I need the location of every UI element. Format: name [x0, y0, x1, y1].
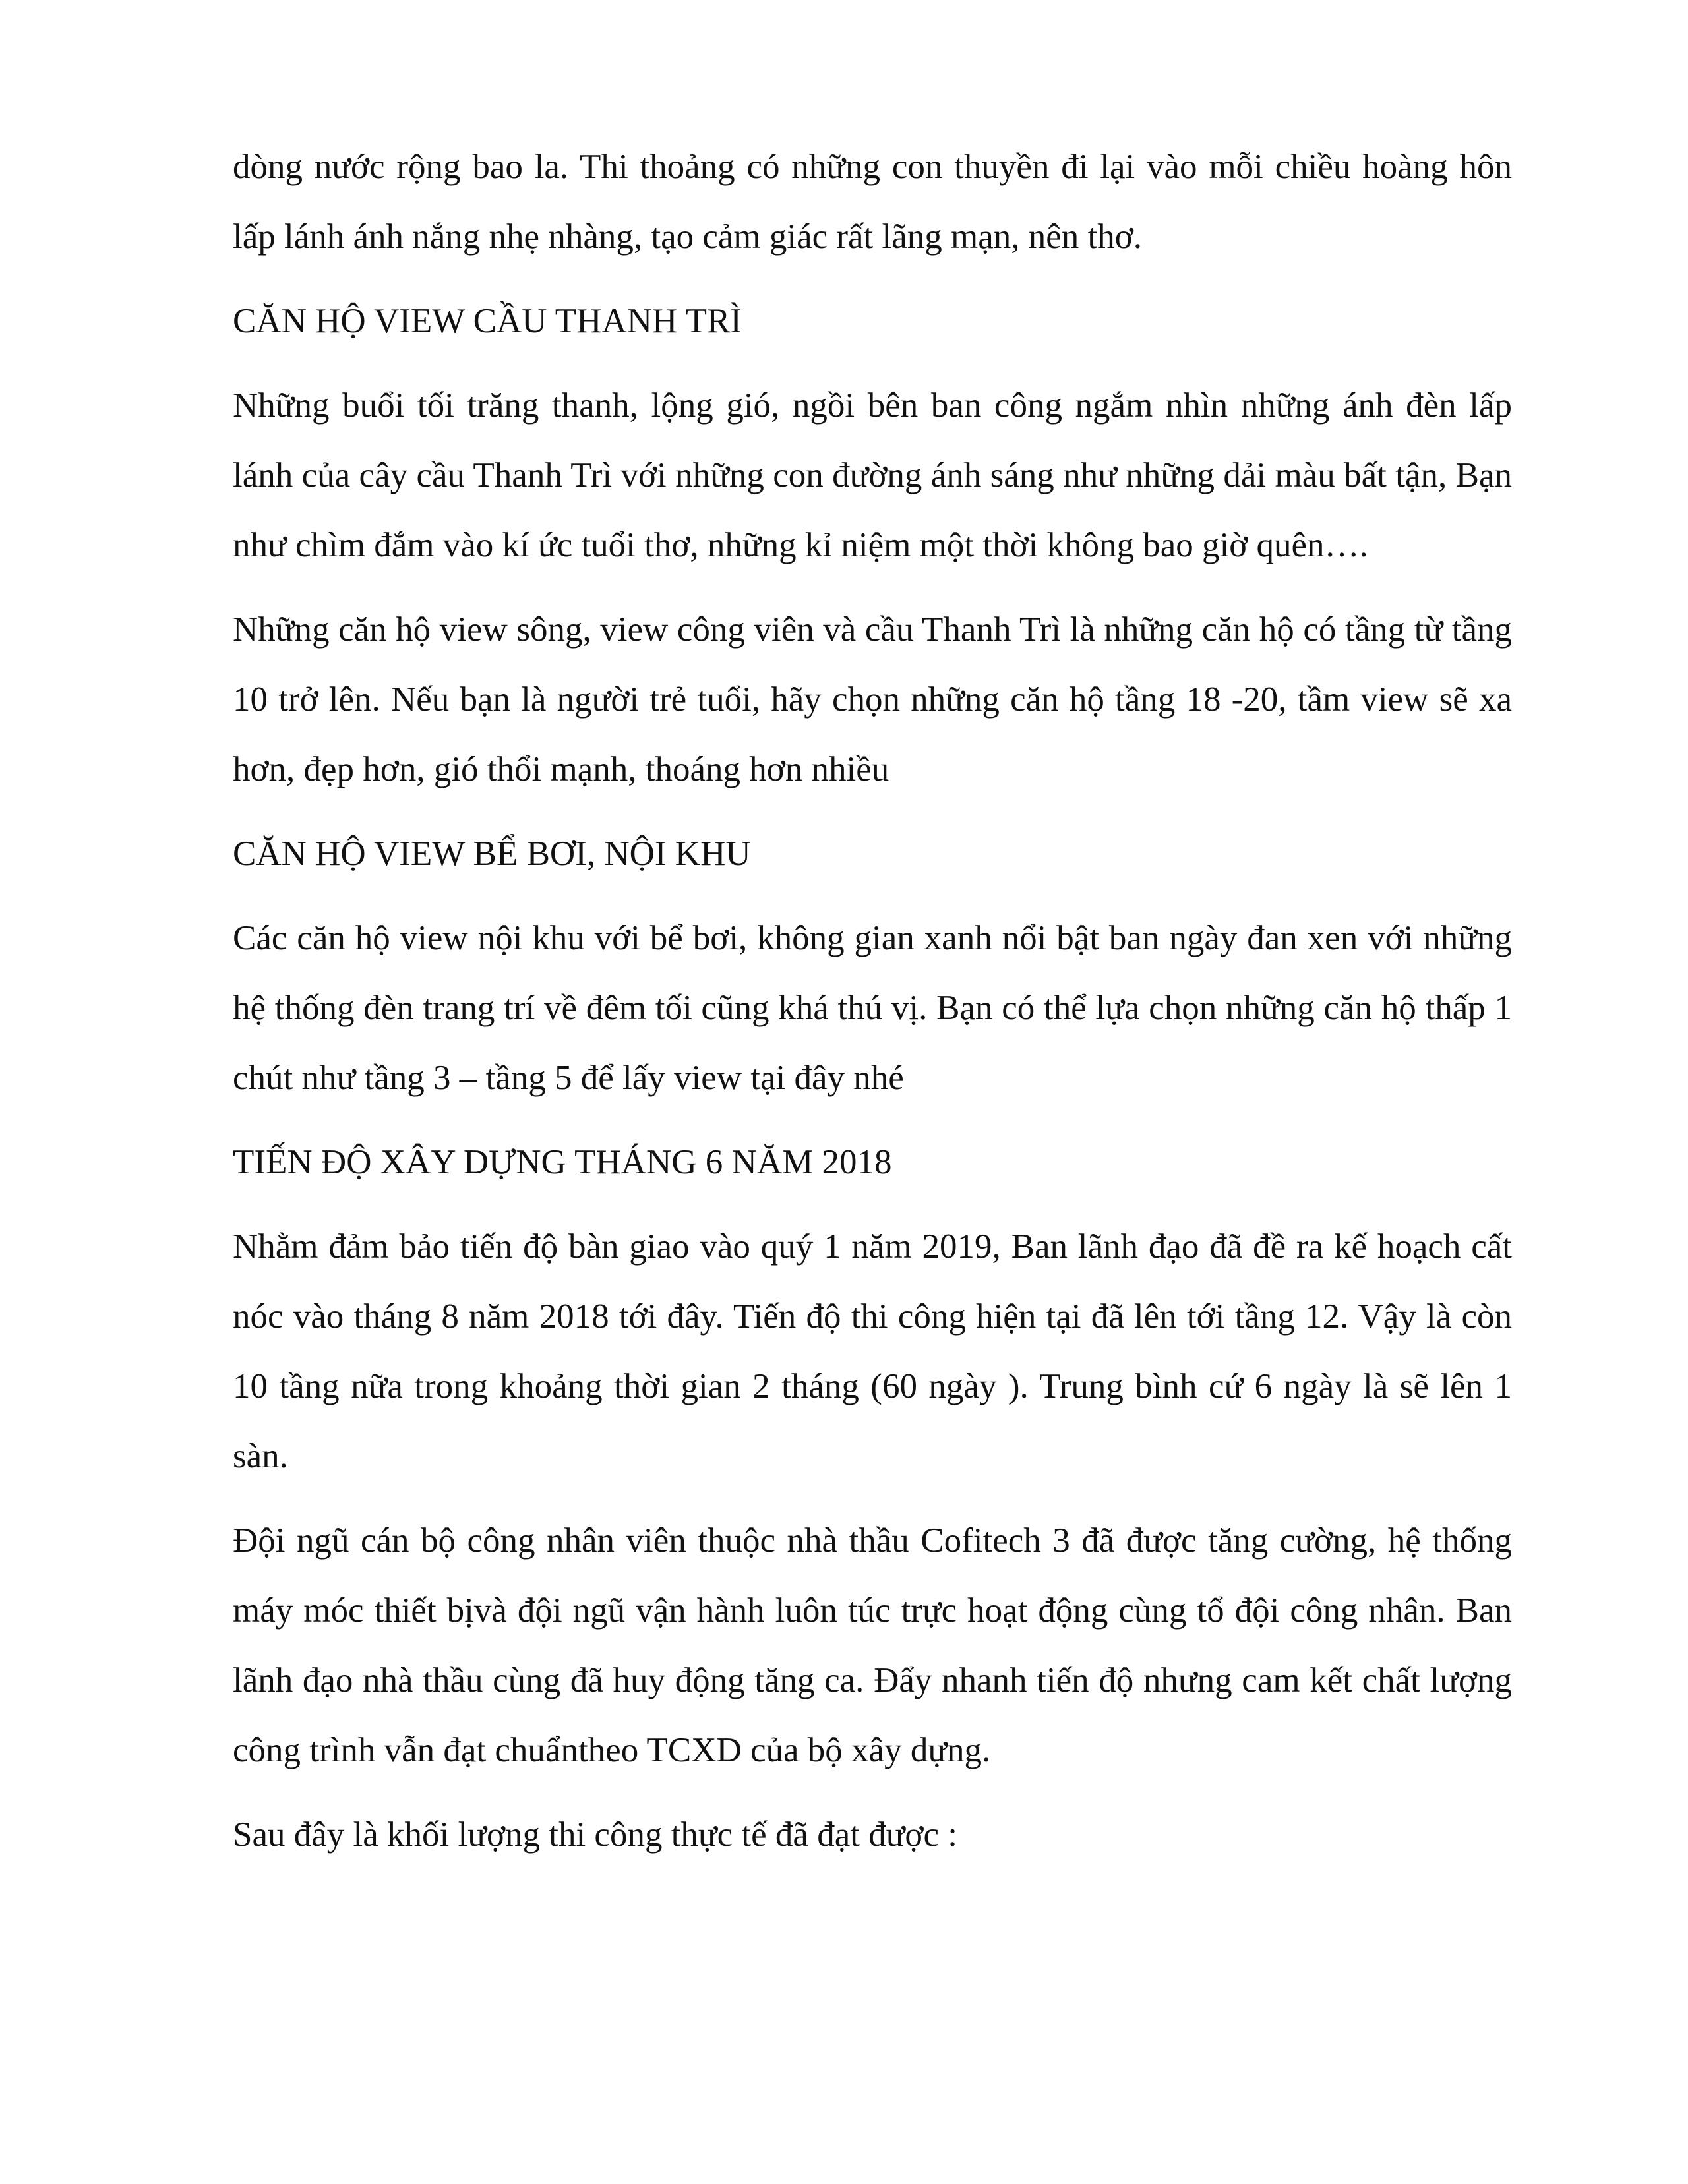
heading-construction-progress: TIẾN ĐỘ XÂY DỰNG THÁNG 6 NĂM 2018: [233, 1143, 892, 1181]
paragraph-high-floor-apartments: Những căn hộ view sông, view công viên và cầu Thanh Trì là những căn hộ có tầng từ tầng 10 trở lên. Nếu bạn là người trẻ tuổi, hãy chọn những căn hộ tầng 18 -20, tầm view sẽ xa hơn, đẹp hơn, gió thổi mạnh, thoáng hơn nhiều: [233, 610, 1512, 788]
document-page: [233, 132, 1512, 1884]
paragraph-actual-volume: Sau đây là khối lượng thi công thực tế đã đạt được :: [233, 1815, 957, 1854]
heading-thanh-tri-bridge-view: CĂN HỘ VIEW CẦU THANH TRÌ: [233, 302, 742, 340]
paragraph-river-view: dòng nước rộng bao la. Thi thoảng có những con thuyền đi lại vào mỗi chiều hoàng hôn lấp lánh ánh nắng nhẹ nhàng, tạo cảm giác rất lãng mạn, nên thơ.: [233, 148, 1512, 256]
paragraph-contractor: Đội ngũ cán bộ công nhân viên thuộc nhà thầu Cofitech 3 đã được tăng cường, hệ thống máy móc thiết bịvà đội ngũ vận hành luôn túc trực hoạt động cùng tổ đội công nhân. Ban lãnh đạo nhà thầu cùng đã huy động tăng ca. Đẩy nhanh tiến độ nhưng cam kết chất lượng công trình vẫn đạt chuẩntheo TCXD của bộ xây dựng.: [233, 1521, 1512, 1769]
paragraph-bridge-night: Những buổi tối trăng thanh, lộng gió, ngồi bên ban công ngắm nhìn những ánh đèn lấp lánh của cây cầu Thanh Trì với những con đường ánh sáng như những dải màu bất tận, Bạn như chìm đắm vào kí ức tuổi thơ, những kỉ niệm một thời không bao giờ quên….: [233, 386, 1512, 564]
heading-pool-view: CĂN HỘ VIEW BỂ BƠI, NỘI KHU: [233, 835, 751, 873]
paragraph-progress-plan: Nhằm đảm bảo tiến độ bàn giao vào quý 1 năm 2019, Ban lãnh đạo đã đề ra kế hoạch cất nóc vào tháng 8 năm 2018 tới đây. Tiến độ thi công hiện tại đã lên tới tầng 12. Vậy là còn 10 tầng nữa trong khoảng thời gian 2 tháng (60 ngày ). Trung bình cứ 6 ngày là sẽ lên 1 sàn.: [233, 1227, 1512, 1475]
paragraph-pool-apartments: Các căn hộ view nội khu với bể bơi, không gian xanh nổi bật ban ngày đan xen với những hệ thống đèn trang trí về đêm tối cũng khá thú vị. Bạn có thể lựa chọn những căn hộ thấp 1 chút như tầng 3 – tầng 5 để lấy view tại đây nhé: [233, 919, 1512, 1097]
